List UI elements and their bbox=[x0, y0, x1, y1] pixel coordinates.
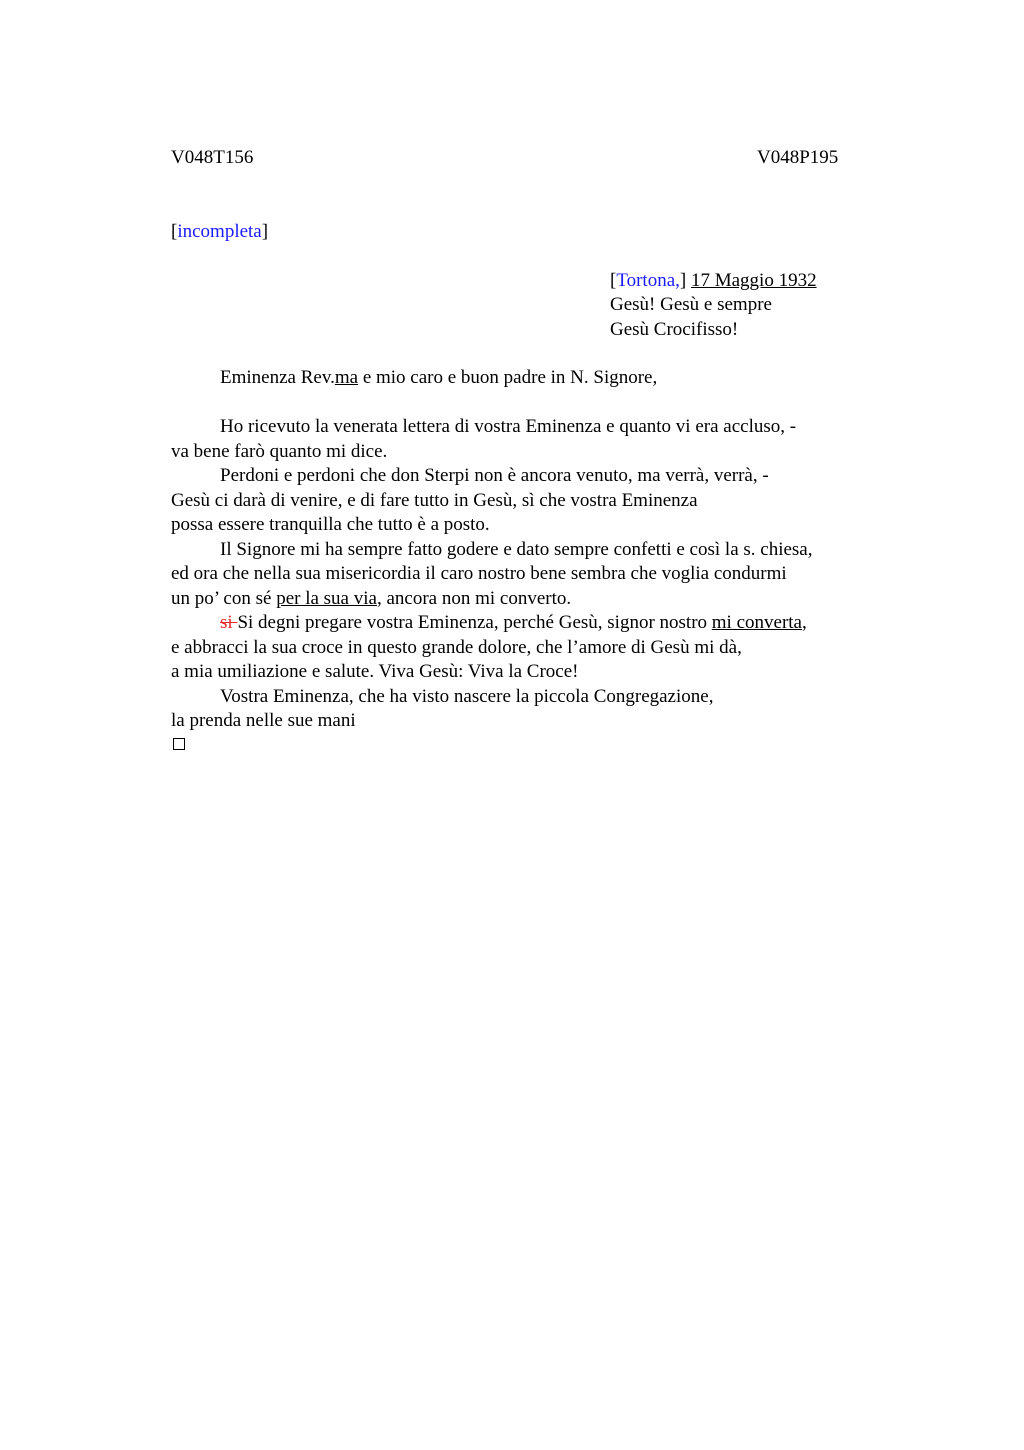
place-bracket-open: [ bbox=[610, 270, 617, 291]
place-name: Tortona, bbox=[616, 270, 680, 291]
status-label: incompleta bbox=[177, 221, 262, 242]
bracket-open: [ bbox=[171, 221, 178, 242]
paragraph-3-line-3 bbox=[171, 587, 571, 611]
p4-text-after: , bbox=[802, 612, 807, 633]
bracket-close: ] bbox=[261, 221, 269, 242]
p3-text-after: , ancora non mi converto. bbox=[376, 588, 572, 609]
place-bracket-close: ] bbox=[679, 270, 687, 291]
p4-text-before: Si degni pregare vostra Eminenza, perché Gesù, signor nostro bbox=[237, 612, 712, 633]
p3-underlined-phrase: per la sua via bbox=[276, 588, 377, 609]
motto-line-1: Gesù! Gesù e sempre bbox=[610, 294, 772, 315]
p4-underlined-phrase: mi converta bbox=[711, 612, 802, 633]
salutation bbox=[220, 366, 657, 390]
paragraph-4-line-1 bbox=[220, 611, 807, 635]
paragraph-4-line-3: a mia umiliazione e salute. Viva Gesù: Viva la Croce! bbox=[171, 661, 579, 682]
salutation-end: e mio caro e buon padre in N. Signore, bbox=[358, 367, 658, 388]
p3-text-before: un po’ con sé bbox=[171, 588, 277, 609]
document-code-left: V048T156 bbox=[171, 147, 254, 168]
paragraph-2-line-1: Perdoni e perdoni che don Sterpi non è ancora venuto, ma verrà, verrà, - bbox=[220, 465, 769, 486]
paragraph-3-line-1: Il Signore mi ha sempre fatto godere e dato sempre confetti e così la s. chiesa, bbox=[220, 539, 813, 560]
status-note bbox=[171, 220, 268, 244]
motto-line-2: Gesù Crocifisso! bbox=[610, 319, 739, 340]
paragraph-1-line-2: va bene farò quanto mi dice. bbox=[171, 441, 388, 462]
document-code-right: V048P195 bbox=[757, 147, 839, 168]
paragraph-3-line-2: ed ora che nella sua misericordia il caro nostro bene sembra che voglia condurmi bbox=[171, 563, 787, 584]
paragraph-5-line-2: la prenda nelle sue mani bbox=[171, 710, 356, 731]
checkbox-icon bbox=[173, 738, 185, 750]
salutation-abbrev: ma bbox=[334, 367, 359, 388]
paragraph-4-line-2: e abbracci la sua croce in questo grande dolore, che l’amore di Gesù mi dà, bbox=[171, 637, 742, 658]
deleted-word: si bbox=[220, 612, 238, 633]
paragraph-5-line-1: Vostra Eminenza, che ha visto nascere la piccola Congregazione, bbox=[220, 686, 714, 707]
salutation-start: Eminenza Rev. bbox=[220, 367, 335, 388]
paragraph-2-line-3: possa essere tranquilla che tutto è a posto. bbox=[171, 514, 490, 535]
dateline bbox=[610, 269, 817, 293]
paragraph-2-line-2: Gesù ci darà di venire, e di fare tutto in Gesù, sì che vostra Eminenza bbox=[171, 490, 698, 511]
paragraph-1-line-1: Ho ricevuto la venerata lettera di vostra Eminenza e quanto vi era accluso, - bbox=[220, 416, 797, 437]
letter-date: 17 Maggio 1932 bbox=[690, 270, 817, 291]
